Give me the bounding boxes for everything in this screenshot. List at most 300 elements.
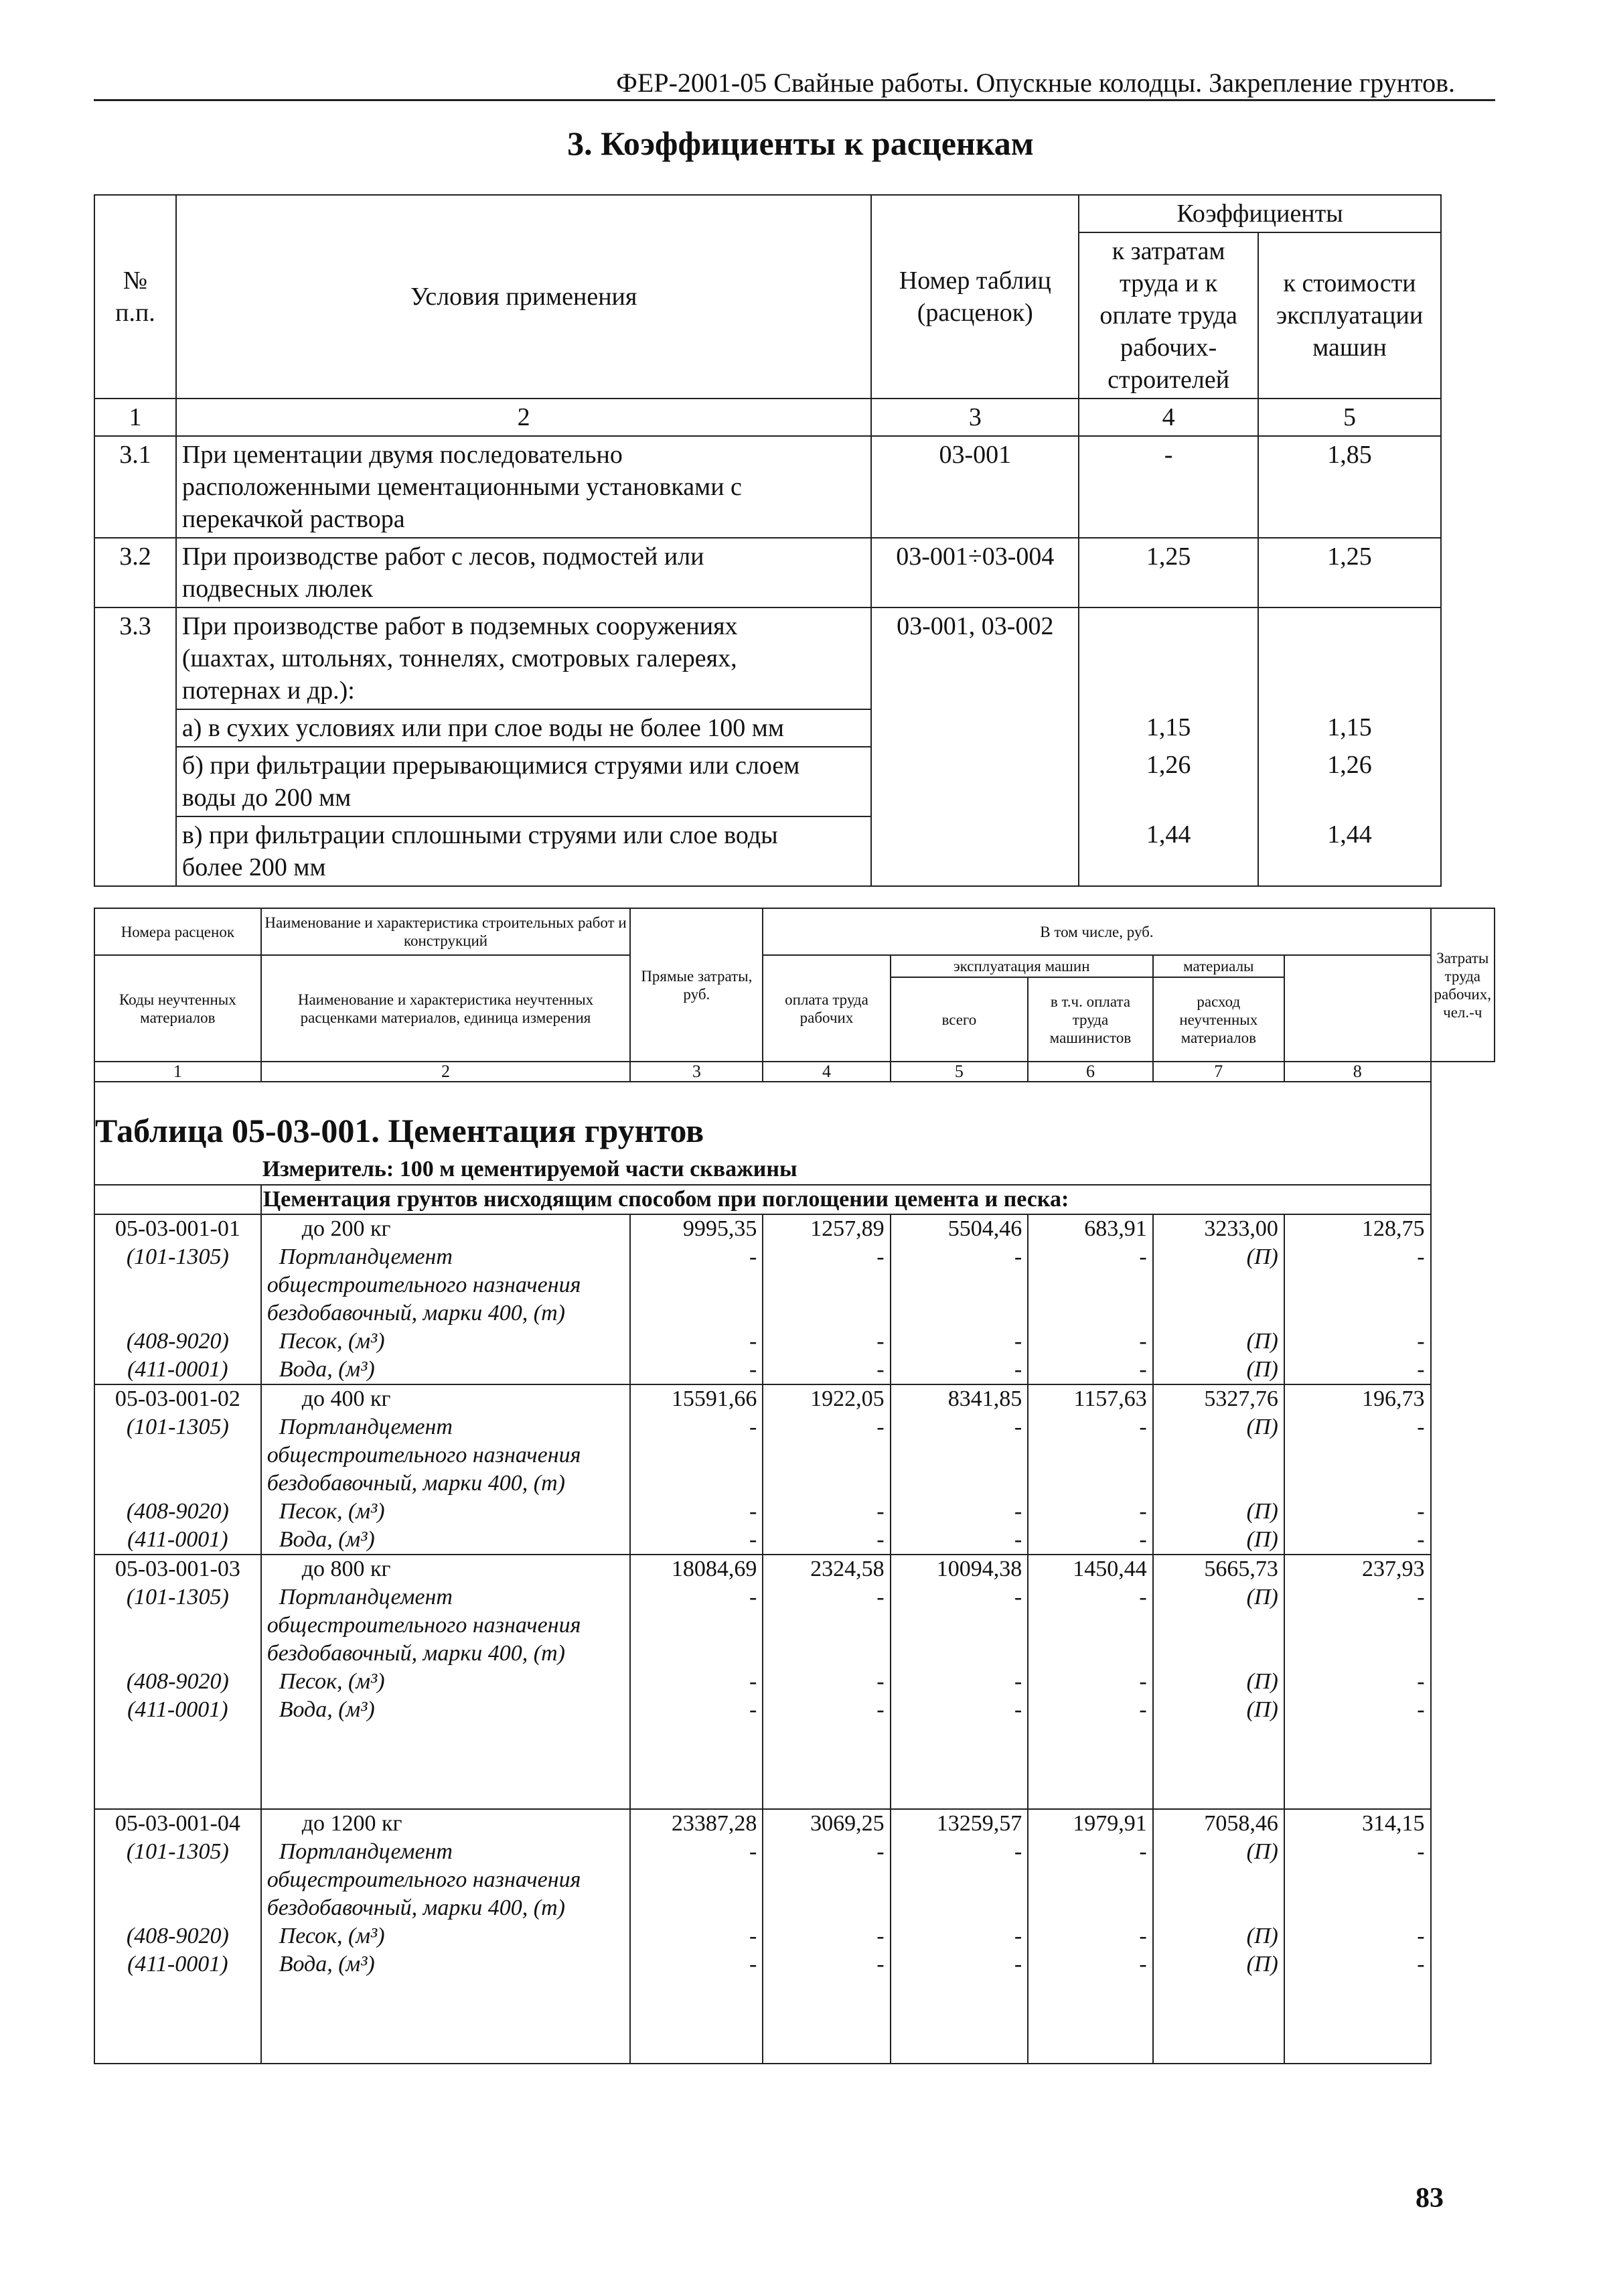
- blank-row: [94, 1724, 1495, 1752]
- page-number: 83: [1416, 2183, 1444, 2214]
- machines-total-value: -: [891, 1950, 1028, 1979]
- coef-row-labor: 1,26: [1079, 747, 1258, 816]
- materials-value: [1153, 1866, 1284, 1894]
- coef-row-labor: 1,15: [1079, 709, 1258, 747]
- labor-value: [1284, 1299, 1431, 1328]
- materials-value: (П): [1153, 1243, 1284, 1271]
- coef-row-labor: 1,44: [1079, 816, 1258, 886]
- machines-wages-value: -: [1028, 1922, 1153, 1950]
- section-title: 3. Коэффициенты к расценкам: [567, 125, 1034, 162]
- coefficients-table: [94, 194, 1442, 887]
- material-row: [94, 1668, 1495, 1696]
- wages-value: [763, 1299, 890, 1328]
- material-row: [94, 1611, 1495, 1640]
- blank-row: [94, 2035, 1495, 2064]
- condition-line: в) при фильтрации сплошными струями или слое воды: [181, 821, 778, 849]
- coef-row-table: [871, 816, 1079, 886]
- material-row: [94, 1640, 1495, 1668]
- wages-value: 1257,89: [763, 1214, 890, 1243]
- material-code: [94, 1271, 261, 1299]
- material-code: [94, 1469, 261, 1498]
- condition-line: При производстве работ в подземных сооружениях: [181, 612, 738, 640]
- rate-code: [94, 1979, 261, 2007]
- direct-cost-value: -: [630, 1838, 763, 1866]
- material-name: общестроительного назначения: [261, 1441, 631, 1469]
- rate-name: [261, 1752, 631, 1780]
- table-title: Таблица 05-03-001. Цементация грунтов: [94, 1082, 1431, 1155]
- wages-value: -: [763, 1922, 890, 1950]
- coef-row-table: 03-001: [871, 436, 1079, 538]
- labor-value: -: [1284, 1526, 1431, 1555]
- materials-value: [1153, 1441, 1284, 1469]
- wages-value: -: [763, 1243, 890, 1271]
- materials-value: [1153, 2007, 1284, 2035]
- rate-name: до 1200 кг: [261, 1809, 631, 1838]
- wages-value: 2324,58: [763, 1555, 890, 1583]
- material-code: (411-0001): [94, 1356, 261, 1384]
- labor-value: [1284, 1979, 1431, 2007]
- materials-value: [1153, 1640, 1284, 1668]
- machines-wages-value: -: [1028, 1243, 1153, 1271]
- wages-value: -: [763, 1838, 890, 1866]
- wages-value: [763, 1611, 890, 1640]
- labor-value: 237,93: [1284, 1555, 1431, 1583]
- machines-wages-value: 1979,91: [1028, 1809, 1153, 1838]
- labor-value: [1284, 1611, 1431, 1640]
- rate-code: [94, 1780, 261, 1809]
- wages-value: [763, 1866, 890, 1894]
- coef-row-conditions: [176, 816, 872, 886]
- price-col-number: 1: [94, 1062, 261, 1082]
- condition-line: б) при фильтрации прерывающимися струями или слоем: [181, 751, 800, 780]
- wages-value: 1922,05: [763, 1384, 890, 1413]
- material-code: (101-1305): [94, 1838, 261, 1866]
- wages-value: [763, 1469, 890, 1498]
- direct-cost-value: 15591,66: [630, 1384, 763, 1413]
- direct-cost-value: -: [630, 1526, 763, 1555]
- direct-cost-value: -: [630, 1583, 763, 1611]
- material-name: бездобавочный, марки 400, (т): [261, 1469, 631, 1498]
- material-name: Вода, (м³): [261, 1526, 631, 1555]
- rate-name: до 400 кг: [261, 1384, 631, 1413]
- direct-cost-value: -: [630, 1950, 763, 1979]
- machines-total-value: -: [891, 1526, 1028, 1555]
- condition-line: При цементации двумя последовательно: [181, 441, 623, 469]
- coef-row-num: 3.1: [94, 436, 176, 538]
- coef-row-labor: [1079, 607, 1258, 709]
- price-header-direct: Прямые затраты, руб.: [630, 908, 763, 1062]
- machines-total-value: -: [891, 1696, 1028, 1724]
- material-row: [94, 1441, 1495, 1469]
- materials-value: [1153, 1299, 1284, 1328]
- price-body: [94, 1214, 1495, 2064]
- condition-line: более 200 мм: [181, 853, 326, 881]
- labor-value: [1284, 1724, 1431, 1752]
- wages-value: -: [763, 1413, 890, 1441]
- material-code: (101-1305): [94, 1243, 261, 1271]
- materials-value: (П): [1153, 1950, 1284, 1979]
- blank-row: [94, 2007, 1495, 2035]
- materials-value: (П): [1153, 1328, 1284, 1356]
- machines-total-value: -: [891, 1498, 1028, 1526]
- machines-total-value: 10094,38: [891, 1555, 1028, 1583]
- direct-cost-value: [630, 1271, 763, 1299]
- machines-wages-value: -: [1028, 1668, 1153, 1696]
- labor-value: -: [1284, 1498, 1431, 1526]
- price-header-machines-total: всего: [891, 977, 1028, 1062]
- materials-value: [1153, 2035, 1284, 2064]
- coef-row-num: [94, 747, 176, 816]
- coef-col-number: 5: [1258, 399, 1441, 436]
- direct-cost-value: [630, 2007, 763, 2035]
- coef-row-conditions: [176, 709, 872, 747]
- material-row: [94, 1328, 1495, 1356]
- materials-value: [1153, 1979, 1284, 2007]
- material-row: [94, 1696, 1495, 1724]
- labor-value: [1284, 1894, 1431, 1922]
- material-name: Песок, (м³): [261, 1498, 631, 1526]
- rate-code: [94, 1724, 261, 1752]
- coef-col-number: 4: [1079, 399, 1258, 436]
- materials-value: 3233,00: [1153, 1214, 1284, 1243]
- coef-row-table: [871, 709, 1079, 747]
- coef-col-number: 1: [94, 399, 176, 436]
- direct-cost-value: -: [630, 1356, 763, 1384]
- machines-total-value: 13259,57: [891, 1809, 1028, 1838]
- price-header-name: Наименование и характеристика строительных работ и конструкций: [261, 908, 631, 955]
- material-name: Песок, (м³): [261, 1922, 631, 1950]
- materials-value: (П): [1153, 1668, 1284, 1696]
- materials-value: 5665,73: [1153, 1555, 1284, 1583]
- direct-cost-value: [630, 1441, 763, 1469]
- running-header: [94, 66, 1495, 101]
- labor-value: [1284, 2035, 1431, 2064]
- materials-value: (П): [1153, 1922, 1284, 1950]
- labor-value: 196,73: [1284, 1384, 1431, 1413]
- labor-value: [1284, 1271, 1431, 1299]
- direct-cost-value: [630, 1894, 763, 1922]
- rate-name: [261, 1780, 631, 1809]
- coef-row-num: [94, 709, 176, 747]
- machines-total-value: -: [891, 1243, 1028, 1271]
- labor-value: 314,15: [1284, 1809, 1431, 1838]
- material-name: общестроительного назначения: [261, 1271, 631, 1299]
- price-header-codes: Номера расценок: [94, 908, 261, 955]
- coef-row-machines: 1,26: [1258, 747, 1441, 816]
- machines-total-value: [891, 1780, 1028, 1809]
- machines-wages-value: 1157,63: [1028, 1384, 1153, 1413]
- wages-value: [763, 1271, 890, 1299]
- material-name: общестроительного назначения: [261, 1866, 631, 1894]
- materials-value: 5327,76: [1153, 1384, 1284, 1413]
- coef-row-machines: 1,85: [1258, 436, 1441, 538]
- wages-value: [763, 1894, 890, 1922]
- price-col-number: 5: [891, 1062, 1028, 1082]
- material-name: общестроительного назначения: [261, 1611, 631, 1640]
- machines-total-value: [891, 1469, 1028, 1498]
- price-header-labor: Затраты труда рабочих, чел.-ч: [1431, 908, 1495, 1062]
- material-name: Песок, (м³): [261, 1668, 631, 1696]
- wages-value: -: [763, 1356, 890, 1384]
- condition-line: перекачкой раствора: [181, 505, 405, 533]
- material-name: Портландцемент: [261, 1838, 631, 1866]
- labor-value: [1284, 1469, 1431, 1498]
- wages-value: [763, 1724, 890, 1752]
- labor-value: -: [1284, 1696, 1431, 1724]
- coef-col-number: 3: [871, 399, 1079, 436]
- material-row: [94, 1299, 1495, 1328]
- coef-body: [94, 436, 1441, 886]
- machines-total-value: [891, 1894, 1028, 1922]
- material-name: бездобавочный, марки 400, (т): [261, 1640, 631, 1668]
- machines-wages-value: -: [1028, 1356, 1153, 1384]
- materials-value: [1153, 1271, 1284, 1299]
- machines-total-value: -: [891, 1922, 1028, 1950]
- material-row: [94, 1413, 1495, 1441]
- price-header-codes2: Коды неучтенных материалов: [94, 955, 261, 1062]
- coef-row-machines: 1,25: [1258, 538, 1441, 607]
- labor-value: [1284, 1640, 1431, 1668]
- wages-value: [763, 2035, 890, 2064]
- rate-name: [261, 2007, 631, 2035]
- price-header-materials: материалы: [1153, 955, 1284, 977]
- coef-row-labor: 1,25: [1079, 538, 1258, 607]
- coef-row-machines: [1258, 607, 1441, 709]
- material-name: бездобавочный, марки 400, (т): [261, 1894, 631, 1922]
- coef-row-machines: 1,44: [1258, 816, 1441, 886]
- price-col-number: 2: [261, 1062, 631, 1082]
- material-code: [94, 1299, 261, 1328]
- direct-cost-value: [630, 1752, 763, 1780]
- coef-row: [94, 538, 1441, 607]
- machines-total-value: [891, 1640, 1028, 1668]
- wages-value: -: [763, 1696, 890, 1724]
- materials-value: (П): [1153, 1583, 1284, 1611]
- coef-column-numbers: [94, 399, 1441, 436]
- price-header-materials-sub: расход неучтенных материалов: [1153, 977, 1284, 1062]
- direct-cost-value: [630, 1780, 763, 1809]
- wages-value: -: [763, 1583, 890, 1611]
- direct-cost-value: [630, 1640, 763, 1668]
- rate-name: до 800 кг: [261, 1555, 631, 1583]
- labor-value: [1284, 2007, 1431, 2035]
- condition-line: воды до 200 мм: [181, 784, 352, 812]
- labor-value: [1284, 1866, 1431, 1894]
- rate-code: [94, 1752, 261, 1780]
- price-col-number: 6: [1028, 1062, 1153, 1082]
- labor-value: 128,75: [1284, 1214, 1431, 1243]
- materials-value: [1153, 1752, 1284, 1780]
- machines-total-value: [891, 1299, 1028, 1328]
- direct-cost-value: -: [630, 1243, 763, 1271]
- coef-row-num: [94, 816, 176, 886]
- labor-value: -: [1284, 1668, 1431, 1696]
- machines-total-value: -: [891, 1668, 1028, 1696]
- rate-code: [94, 2035, 261, 2064]
- rate-code: 05-03-001-04: [94, 1809, 261, 1838]
- machines-wages-value: [1028, 1979, 1153, 2007]
- direct-cost-value: -: [630, 1668, 763, 1696]
- material-code: [94, 1866, 261, 1894]
- coef-row: [94, 816, 1441, 886]
- blank-row: [94, 1979, 1495, 2007]
- materials-value: [1153, 1780, 1284, 1809]
- labor-value: -: [1284, 1583, 1431, 1611]
- condition-line: При производстве работ с лесов, подмостей или: [181, 543, 704, 571]
- material-code: (408-9020): [94, 1328, 261, 1356]
- wages-value: -: [763, 1668, 890, 1696]
- materials-value: [1153, 1611, 1284, 1640]
- machines-total-value: 8341,85: [891, 1384, 1028, 1413]
- material-row: [94, 1469, 1495, 1498]
- coef-row: [94, 747, 1441, 816]
- material-row: [94, 1950, 1495, 1979]
- machines-wages-value: [1028, 1271, 1153, 1299]
- condition-line: (шахтах, штольнях, тоннелях, смотровых галереях,: [181, 644, 737, 672]
- material-row: [94, 1243, 1495, 1271]
- price-col-number: 4: [763, 1062, 890, 1082]
- price-column-numbers: [94, 1062, 1495, 1082]
- material-row: [94, 1498, 1495, 1526]
- wages-value: [763, 1780, 890, 1809]
- direct-cost-value: -: [630, 1696, 763, 1724]
- coef-row: [94, 436, 1441, 538]
- coef-row-table: [871, 747, 1079, 816]
- price-header-wages: оплата труда рабочих: [763, 955, 890, 1062]
- measure-line: Измеритель: 100 м цементируемой части скважины: [261, 1155, 1431, 1185]
- machines-wages-value: -: [1028, 1950, 1153, 1979]
- materials-value: (П): [1153, 1526, 1284, 1555]
- direct-cost-value: [630, 1724, 763, 1752]
- coef-header-conditions: Условия применения: [176, 195, 872, 399]
- wages-value: [763, 2007, 890, 2035]
- subtitle-line: Цементация грунтов нисходящим способом при поглощении цемента и песка:: [261, 1185, 1431, 1214]
- rate-row: [94, 1555, 1495, 1583]
- labor-value: -: [1284, 1328, 1431, 1356]
- wages-value: [763, 1979, 890, 2007]
- price-col-number: 3: [630, 1062, 763, 1082]
- machines-total-value: [891, 1441, 1028, 1469]
- coef-row-labor: -: [1079, 436, 1258, 538]
- price-col-number: 8: [1284, 1062, 1431, 1082]
- price-col-number: 7: [1153, 1062, 1284, 1082]
- materials-value: 7058,46: [1153, 1809, 1284, 1838]
- direct-cost-value: [630, 2035, 763, 2064]
- machines-total-value: -: [891, 1356, 1028, 1384]
- machines-total-value: -: [891, 1583, 1028, 1611]
- material-name: Вода, (м³): [261, 1356, 631, 1384]
- price-header-machines-incl: в т.ч. оплата труда машинистов: [1028, 977, 1153, 1062]
- machines-total-value: [891, 1979, 1028, 2007]
- coef-row: [94, 709, 1441, 747]
- material-code: (411-0001): [94, 1696, 261, 1724]
- labor-value: [1284, 1441, 1431, 1469]
- materials-value: [1153, 1469, 1284, 1498]
- material-code: (408-9020): [94, 1922, 261, 1950]
- direct-cost-value: [630, 1979, 763, 2007]
- materials-value: (П): [1153, 1356, 1284, 1384]
- coef-row-conditions: [176, 436, 872, 538]
- coef-row: [94, 607, 1441, 709]
- materials-value: (П): [1153, 1838, 1284, 1866]
- direct-cost-value: 23387,28: [630, 1809, 763, 1838]
- condition-line: расположенными цементационными установками с: [181, 473, 742, 501]
- rate-name: до 200 кг: [261, 1214, 631, 1243]
- price-header-incl: В том числе, руб.: [763, 908, 1430, 955]
- machines-wages-value: [1028, 1894, 1153, 1922]
- coef-row-num: 3.2: [94, 538, 176, 607]
- direct-cost-value: [630, 1469, 763, 1498]
- material-row: [94, 1922, 1495, 1950]
- labor-value: -: [1284, 1950, 1431, 1979]
- coef-header-table-no: Номер таблиц (расценок): [871, 195, 1079, 399]
- labor-value: -: [1284, 1413, 1431, 1441]
- material-row: [94, 1894, 1495, 1922]
- machines-total-value: [891, 1611, 1028, 1640]
- rate-code: 05-03-001-02: [94, 1384, 261, 1413]
- material-row: [94, 1583, 1495, 1611]
- labor-value: [1284, 1780, 1431, 1809]
- rate-name: [261, 1979, 631, 2007]
- material-code: (101-1305): [94, 1413, 261, 1441]
- wages-value: -: [763, 1498, 890, 1526]
- rate-name: [261, 1724, 631, 1752]
- wages-value: [763, 1752, 890, 1780]
- price-header-name2: Наименование и характеристика неучтенных расценками материалов, единица измерения: [261, 955, 631, 1062]
- direct-cost-value: [630, 1299, 763, 1328]
- running-title: ФЕР-2001-05 Свайные работы. Опускные колодцы. Закрепление грунтов.: [616, 68, 1455, 98]
- machines-wages-value: [1028, 1866, 1153, 1894]
- material-code: (408-9020): [94, 1498, 261, 1526]
- coef-row-conditions: [176, 538, 872, 607]
- machines-wages-value: -: [1028, 1838, 1153, 1866]
- machines-wages-value: 1450,44: [1028, 1555, 1153, 1583]
- material-code: [94, 1611, 261, 1640]
- wages-value: -: [763, 1950, 890, 1979]
- machines-total-value: -: [891, 1328, 1028, 1356]
- coef-col-number: 2: [176, 399, 872, 436]
- machines-total-value: [891, 2007, 1028, 2035]
- machines-total-value: [891, 1271, 1028, 1299]
- wages-value: 3069,25: [763, 1809, 890, 1838]
- machines-wages-value: [1028, 1640, 1153, 1668]
- material-name: Вода, (м³): [261, 1950, 631, 1979]
- materials-value: (П): [1153, 1498, 1284, 1526]
- condition-line: а) в сухих условиях или при слое воды не более 100 мм: [181, 714, 784, 742]
- rate-row: [94, 1384, 1495, 1413]
- coef-header-coefficients: Коэффициенты: [1079, 195, 1441, 232]
- labor-value: -: [1284, 1838, 1431, 1866]
- rate-row: [94, 1214, 1495, 1243]
- direct-cost-value: [630, 1866, 763, 1894]
- machines-total-value: [891, 2035, 1028, 2064]
- machines-wages-value: [1028, 1780, 1153, 1809]
- machines-wages-value: -: [1028, 1413, 1153, 1441]
- direct-cost-value: -: [630, 1922, 763, 1950]
- machines-total-value: -: [891, 1838, 1028, 1866]
- condition-line: подвесных люлек: [181, 575, 373, 603]
- rate-row: [94, 1809, 1495, 1838]
- wages-value: [763, 1441, 890, 1469]
- blank-row: [94, 1780, 1495, 1809]
- machines-wages-value: [1028, 1724, 1153, 1752]
- direct-cost-value: -: [630, 1328, 763, 1356]
- materials-value: [1153, 1894, 1284, 1922]
- machines-wages-value: -: [1028, 1583, 1153, 1611]
- material-code: [94, 1894, 261, 1922]
- condition-line: потернах и др.):: [181, 676, 355, 705]
- material-code: [94, 1640, 261, 1668]
